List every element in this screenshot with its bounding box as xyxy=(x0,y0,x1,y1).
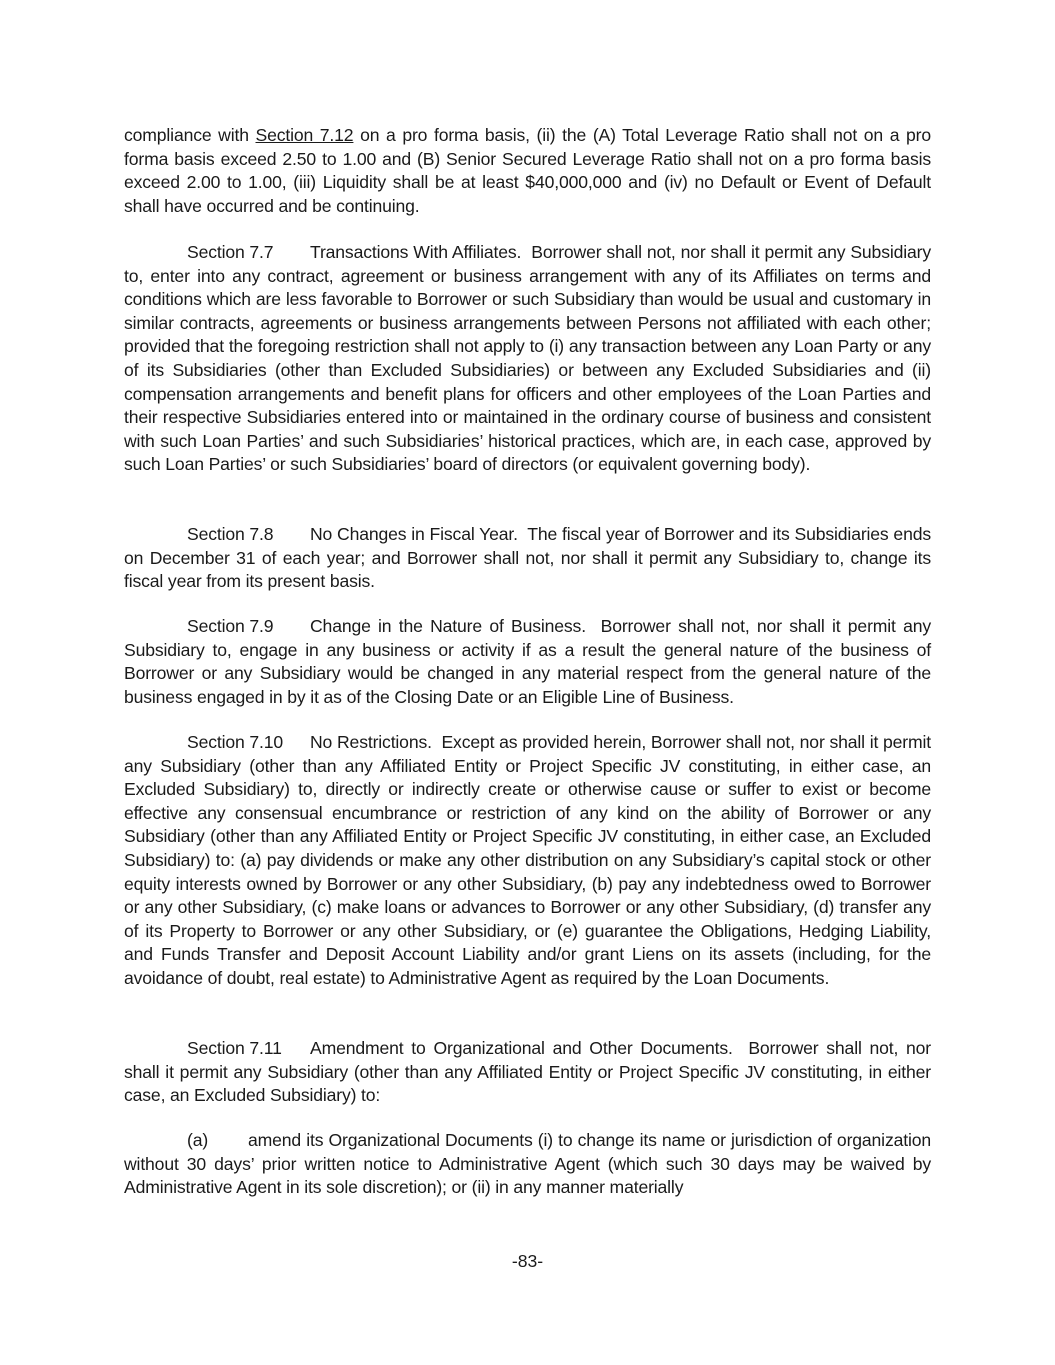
section-7-11-paragraph xyxy=(124,1037,931,1108)
section-7-11-number: Section 7.11 xyxy=(187,1038,282,1058)
intro-text-end: on a pro forma basis, (ii) the (A) Total Leverage Ratio shall not on a pro forma basis exceed 2.50 to 1.00 and (B) Senior Secured Leverage Ratio shall not on a pro forma basis exceed 2.00 to 1.00, (iii) Liquidity shall be at least $40,000,000 and (iv) no Default or Event of Default shall have occurred and be continuing. xyxy=(124,125,932,216)
section-7-10-number: Section 7.10 xyxy=(187,732,284,752)
section-7-9-title: Change in the Nature of Business. xyxy=(310,616,586,636)
page-number: -83- xyxy=(511,1251,544,1271)
section-7-8-number: Section 7.8 xyxy=(187,524,274,544)
section-7-11-title: Amendment to Organizational and Other Documents. xyxy=(310,1038,733,1058)
section-7-12-cross-reference[interactable]: Section 7.12 xyxy=(255,125,354,145)
section-7-10-body: Except as provided herein, Borrower shall not, nor shall it permit any Subsidiary (other than any Affiliated Entity or Project Specific JV constituting, in either case, an Excluded Subsidiary) to, directly or indirectly create or otherwise cause or suffer to exist or become effective any consensual encumbrance or restriction of any kind on the ability of Borrower or any Subsidiary (other than any Affiliated Entity or Project Specific JV constituting, in either case, an Excluded Subsidiary) to: (a) pay dividends or make any other distribution on any Subsidiary’s capital stock or other equity interests owned by Borrower or any other Subsidiary, (b) pay any indebtedness owed to Borrower or any other Subsidiary, (c) make loans or advances to Borrower or any other Subsidiary, (d) transfer any of its Property to Borrower or any other Subsidiary, or (e) guarantee the Obligations, Hedging Liability, and Funds Transfer and Deposit Account Liability and/or grant Liens on its assets (including, for the avoidance of doubt, real estate) to Administrative Agent as required by the Loan Documents. xyxy=(124,732,931,988)
section-7-8-title: No Changes in Fiscal Year. xyxy=(310,524,518,544)
subsection-a-body: amend its Organizational Documents (i) to change its name or jurisdiction of organization without 30 days’ prior written notice to Administrative Agent (which such 30 days may be waived by Administrative Agent in its sole discretion); or (ii) in any manner materially xyxy=(124,1130,931,1198)
section-7-8-paragraph xyxy=(124,523,931,594)
section-7-7-paragraph xyxy=(124,241,931,477)
section-7-9-body: Borrower shall not, nor shall it permit any Subsidiary to, engage in any business or activity if as a result the general nature of the business of Borrower or any Subsidiary would be changed in any material respect from the general nature of the business engaged in by it as of the Closing Date or an Eligible Line of Business. xyxy=(124,616,932,707)
section-7-11-body: Borrower shall not, nor shall it permit any Subsidiary (other than any Affiliated Entity or Project Specific JV constituting, in either case, an Excluded Subsidiary) to: xyxy=(124,1038,932,1106)
section-7-9-paragraph xyxy=(124,615,931,709)
subsection-a-label: (a) xyxy=(187,1130,209,1150)
section-7-9-number: Section 7.9 xyxy=(187,616,274,636)
section-7-7-title: Transactions With Affiliates. xyxy=(310,242,522,262)
section-7-8-body: The fiscal year of Borrower and its Subsidiaries ends on December 31 of each year; and Borrower shall not, nor shall it permit any Subsidiary to, change its fiscal year from its present basis. xyxy=(124,524,931,592)
intro-text-start: compliance with xyxy=(124,125,256,145)
section-7-10-title: No Restrictions. xyxy=(310,732,432,752)
section-7-10-paragraph xyxy=(124,731,931,991)
intro-paragraph xyxy=(124,124,931,218)
subsection-a-paragraph xyxy=(124,1129,931,1200)
section-7-7-body: Borrower shall not, nor shall it permit any Subsidiary to, enter into any contract, agreement or business arrangement with any of its Affiliates on terms and conditions which are less favorable to Borrower or such Subsidiary than would be usual and customary in similar contracts, agreements or business arrangements between Persons not affiliated with each other; provided that the foregoing restriction shall not apply to (i) any transaction between any Loan Party or any of its Subsidiaries (other than Excluded Subsidiaries) or between any Excluded Subsidiaries and (ii) compensation arrangements and benefit plans for officers and other employees of the Loan Parties and their respective Subsidiaries entered into or maintained in the ordinary course of business and consistent with such Loan Parties’ and such Subsidiaries’ historical practices, which are, in each case, approved by such Loan Parties’ or such Subsidiaries’ board of directors (or equivalent governing body). xyxy=(124,242,931,475)
section-7-7-number: Section 7.7 xyxy=(187,242,274,262)
